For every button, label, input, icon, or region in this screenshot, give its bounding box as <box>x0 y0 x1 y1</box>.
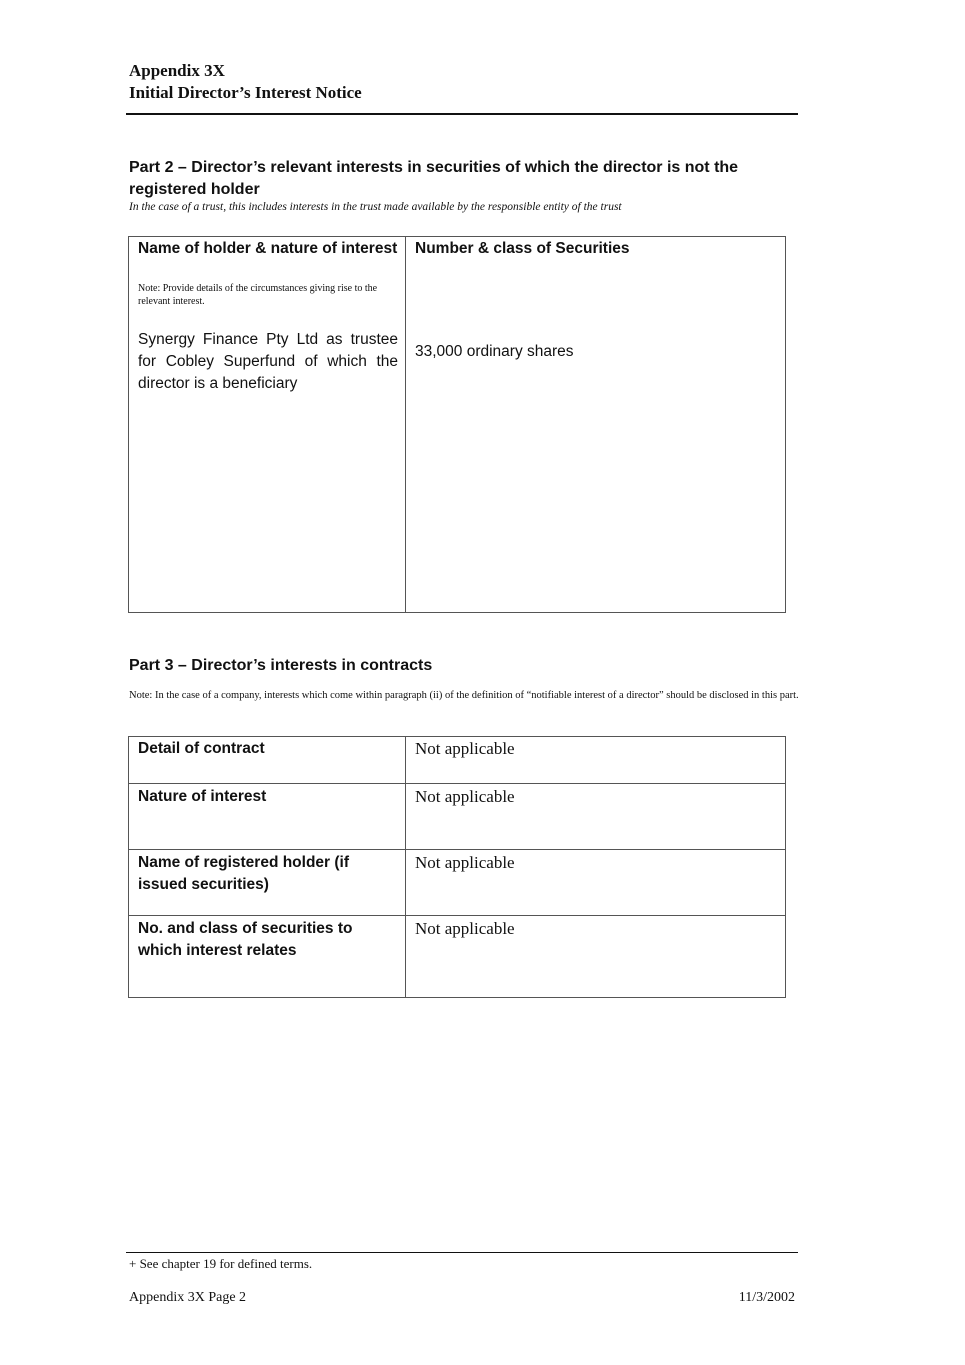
part2-subtitle: In the case of a trust, this includes interests in the trust made available by the responsible entity of the trust <box>129 201 622 213</box>
securities-interest-label: No. and class of securities to which interest relates <box>138 920 353 959</box>
part2-column-divider <box>405 236 406 613</box>
securities-interest-value: Not applicable <box>415 919 515 938</box>
nature-of-interest-value: Not applicable <box>415 787 515 806</box>
part3-row-divider <box>128 849 786 850</box>
document-header <box>129 60 809 104</box>
page-label: Appendix 3X Page 2 <box>129 1290 247 1305</box>
footer-note: + See chapter 19 for defined terms. <box>129 1256 313 1271</box>
registered-holder-value: Not applicable <box>415 853 515 872</box>
appendix-title: Appendix 3X <box>129 61 225 80</box>
detail-of-contract-label: Detail of contract <box>138 740 265 757</box>
securities-value: 33,000 ordinary shares <box>415 343 574 360</box>
part3-column-divider <box>405 736 406 998</box>
securities-column-header: Number & class of Securities <box>415 240 630 257</box>
part3-note: Note: In the case of a company, interests which come within paragraph (ii) of the definition of “notifiable interest of a director” should be disclosed in this part. <box>129 690 799 701</box>
holder-column-note: Note: Provide details of the circumstances giving rise to the relevant interest. <box>138 283 378 307</box>
notice-title: Initial Director’s Interest Notice <box>129 83 362 102</box>
part3-heading: Part 3 – Director’s interests in contracts <box>129 657 433 674</box>
holder-value: Synergy Finance Pty Ltd as trustee for Cobley Superfund of which the director is a beneficiary <box>138 331 398 392</box>
detail-of-contract-value: Not applicable <box>415 739 515 758</box>
part3-row-divider <box>128 915 786 916</box>
footer-date: 11/3/2002 <box>738 1290 795 1305</box>
nature-of-interest-label: Nature of interest <box>138 788 267 805</box>
footer-divider <box>126 1252 798 1253</box>
registered-holder-label: Name of registered holder (if issued securities) <box>138 854 350 893</box>
part3-row-divider <box>128 783 786 784</box>
part2-heading: Part 2 – Director’s relevant interests in securities of which the director is not the registered holder <box>129 159 739 198</box>
holder-column-header: Name of holder & nature of interest <box>138 240 398 257</box>
header-divider <box>126 113 798 115</box>
